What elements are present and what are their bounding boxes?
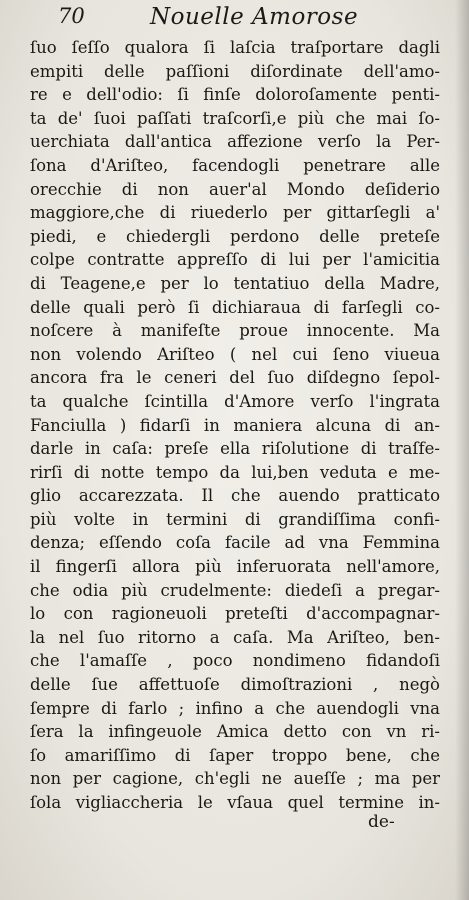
text-line: empiti delle paſſioni diſordinate dell'amo- <box>30 61 440 81</box>
text-line: più volte in termini di grandiſſima confi- <box>30 509 440 529</box>
text-line: di Teagene,e per lo tentatiuo della Madre, <box>30 273 440 293</box>
text-line: che l'amaſſe , poco nondimeno fidandoſi <box>30 651 440 671</box>
body-text <box>30 36 440 815</box>
text-line: lo con ragioneuoli preteſti d'accompagnar- <box>30 604 440 624</box>
text-line: non per cagione, ch'egli ne aueſſe ; ma per <box>30 769 440 789</box>
text-line: denza; eſſendo coſa facile ad vna Femmina <box>30 533 440 553</box>
text-line: delle ſue affettuoſe dimoſtrazioni , negò <box>30 675 440 695</box>
text-line: rirſi di notte tempo da lui,ben veduta e me- <box>30 462 440 482</box>
page-gutter-shadow <box>455 0 469 900</box>
text-line: non volendo Ariſteo ( nel cui ſeno viueua <box>30 344 440 364</box>
text-line: ſempre di farlo ; infino a che auendogli vna <box>30 698 440 718</box>
text-line: ſuo ſeſſo qualora ſi laſcia traſportare dagli <box>30 38 440 57</box>
catchword: de- <box>368 812 395 832</box>
text-line: delle quali però ſi dichiaraua di farſegli co- <box>30 297 440 317</box>
text-line: ſo amariſſimo di ſaper troppo bene, che <box>30 745 440 765</box>
text-line: re e dell'odio: ſi finſe doloroſamente penti- <box>30 85 440 105</box>
text-line: maggiore,che di riuederlo per gittarſegli a' <box>30 203 440 223</box>
text-line: glio accarezzata. Il che auendo pratticato <box>30 486 440 506</box>
page-header <box>58 4 438 34</box>
page-number: 70 <box>58 4 85 28</box>
text-line: colpe contratte appreſſo di lui per l'amicitia <box>30 250 440 270</box>
text-line: ſera la infingeuole Amica detto con vn ri- <box>30 722 440 742</box>
text-line: ſona d'Ariſteo, facendogli penetrare alle <box>30 155 440 175</box>
text-line: Fanciulla ) fidarſi in maniera alcuna di an- <box>30 415 440 435</box>
text-line: noſcere à manifeſte proue innocente. Ma <box>30 321 440 341</box>
text-line: ta de' ſuoi paſſati traſcorſi,e più che mai ſo- <box>30 108 440 128</box>
text-line: la nel ſuo ritorno a caſa. Ma Ariſteo, ben- <box>30 627 440 647</box>
text-line: il fingerſi allora più inferuorata nell'amore, <box>30 557 440 577</box>
text-line: orecchie di non auer'al Mondo deſiderio <box>30 179 440 199</box>
text-line: darle in caſa: preſe ella riſolutione di traſfe- <box>30 439 440 459</box>
text-line: ſola vigliaccheria le vſaua quel termine in- <box>30 793 440 812</box>
text-line: ta qualche ſcintilla d'Amore verſo l'ingrata <box>30 391 440 411</box>
text-line: piedi, e chiedergli perdono delle preteſe <box>30 226 440 246</box>
text-line: ancora fra le ceneri del ſuo diſdegno ſepol- <box>30 368 440 388</box>
running-title: Nouelle Amorose <box>150 4 359 30</box>
text-line: che odia più crudelmente: diedeſi a pregar- <box>30 580 440 600</box>
text-line: uerchiata dall'antica affezione verſo la Per- <box>30 132 440 152</box>
